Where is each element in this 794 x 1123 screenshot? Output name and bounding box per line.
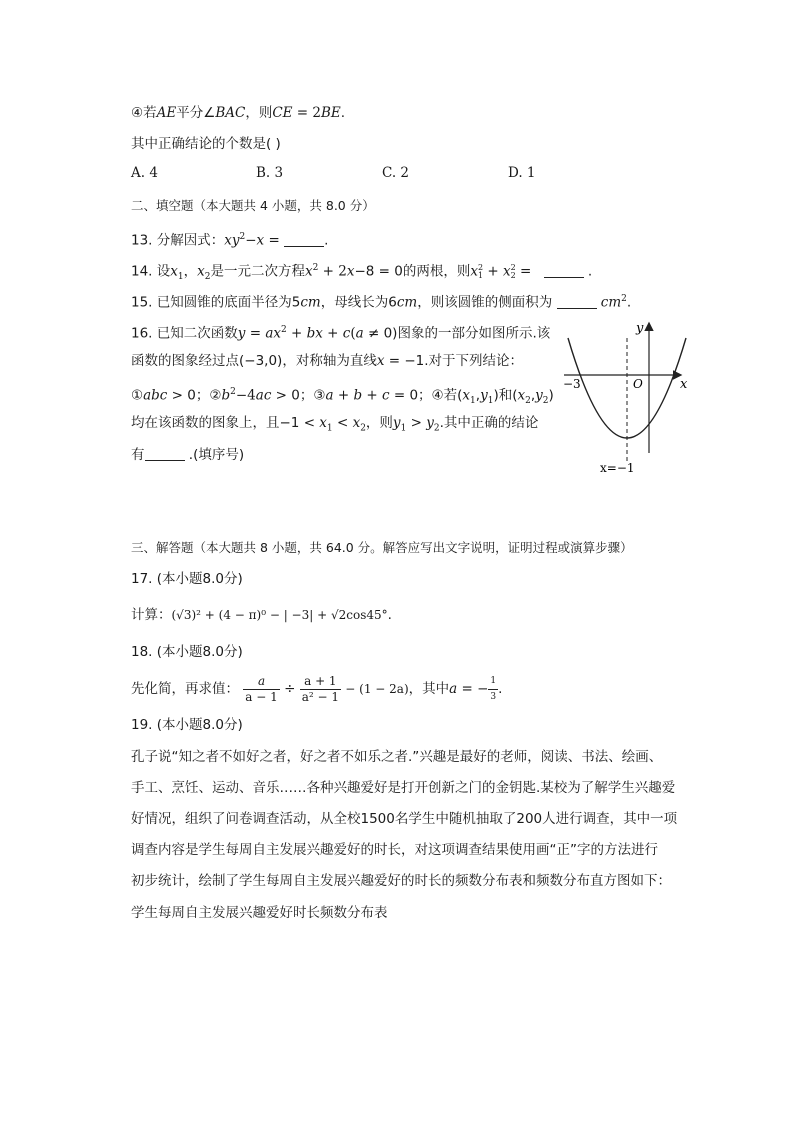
- answer-blank[interactable]: [145, 446, 185, 461]
- symmetry-axis-label: x=−1: [600, 461, 635, 475]
- question-18-body: 先化简，再求值： $\frac{a}{a - 1}$ ÷ $\frac{a + 1}{\text{a² − 1}}$ − (1 − 2a)，其中a = − $\frac{1}{3}$ .: [131, 673, 503, 704]
- question-17-body: 计算：(√3)² + (4 − π)⁰ − | −3| + √2cos45°.: [131, 607, 392, 623]
- statement-4: ④若AE平分∠BAC，则CE = 2BE.: [131, 105, 346, 121]
- option-b: B. 3: [256, 165, 284, 181]
- option-c: C. 2: [382, 165, 410, 181]
- question-line: 其中正确结论的个数是( ): [131, 136, 281, 152]
- section-3-heading: 三、解答题（本大题共 8 小题，共 64.0 分。解答应写出文字说明，证明过程或演算步骤）: [131, 540, 633, 555]
- answer-blank[interactable]: [544, 263, 584, 278]
- question-18-heading: 18. (本小题8.0分): [131, 644, 243, 660]
- section-2-heading: 二、填空题（本大题共 4 小题，共 8.0 分）: [131, 198, 375, 213]
- question-17-heading: 17. (本小题8.0分): [131, 571, 243, 587]
- x-axis-label: x: [680, 377, 688, 392]
- root-label: −3: [563, 377, 581, 391]
- question-19-heading: 19. (本小题8.0分): [131, 717, 243, 733]
- question-16-line-4: 均在该函数的图象上，且$-1 < x_1 < x_2$，则$y_1 > y_2$.其中正确的结论: [131, 415, 539, 434]
- question-19-paragraph-3: 好情况，组织了问卷调查活动，从全校1500名学生中随机抽取了200人进行调查，其中一项: [131, 811, 678, 827]
- origin-label: O: [633, 377, 643, 391]
- y-axis-label: y: [636, 321, 644, 336]
- question-15: 15. 已知圆锥的底面半径为5cm，母线长为6cm，则该圆锥的侧面积为 $cm^2$.: [131, 294, 632, 311]
- answer-blank[interactable]: [284, 232, 324, 247]
- answer-blank[interactable]: [557, 294, 597, 309]
- question-16-line-5: 有 .(填序号): [131, 447, 245, 463]
- question-16-line-3: ①abc > 0；$②b^2-4ac > 0$；③a + b + c = 0；④若$(x_1,y_1)$和$(x_2,y_2)$: [131, 387, 554, 407]
- question-16-line-2: 函数的图象经过点(−3,0)，对称轴为直线x = −1.对于下列结论：: [131, 353, 524, 369]
- question-13: 13. 分解因式：$xy^2-x$ = .: [131, 232, 329, 249]
- question-19-paragraph-1: 孔子说“知之者不如好之者，好之者不如乐之者.”兴趣是最好的老师，阅读、书法、绘画、: [131, 749, 663, 765]
- question-16-line-1: 16. 已知二次函数$y = ax^2$ + bx + c(a ≠ 0)图象的一部分如图所示.该: [131, 325, 551, 342]
- question-14: 14. 设$x_1$，$x_2$是一元二次方程$x^2 + 2x-8 = 0$的两根，则x 2 1 + x 2 2 = .: [131, 262, 593, 283]
- question-19-paragraph-2: 手工、烹饪、运动、音乐……各种兴趣爱好是打开创新之门的金钥匙.某校为了解学生兴趣爱: [131, 780, 676, 796]
- table-title: 学生每周自主发展兴趣爱好时长频数分布表: [131, 905, 388, 921]
- parabola-graph: [560, 318, 700, 476]
- option-d: D. 1: [508, 165, 536, 181]
- question-19-paragraph-5: 初步统计，绘制了学生每周自主发展兴趣爱好的时长的频数分布表和频数分布直方图如下：: [131, 873, 671, 889]
- question-19-paragraph-4: 调查内容是学生每周自主发展兴趣爱好的时长，对这项调查结果使用画“正”字的方法进行: [131, 842, 658, 858]
- option-a: A. 4: [131, 165, 158, 181]
